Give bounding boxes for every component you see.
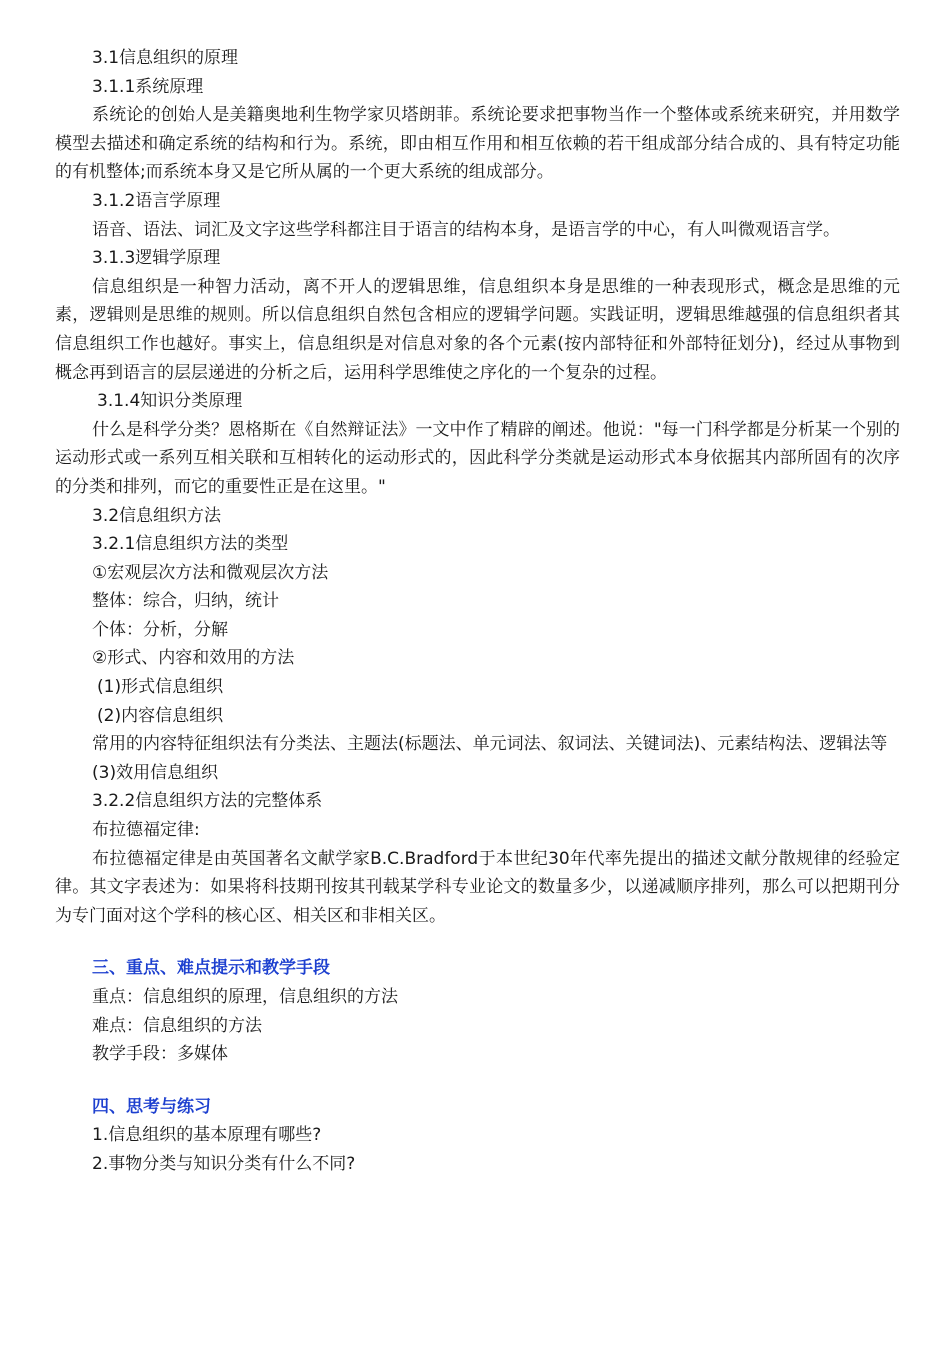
spacer bbox=[55, 1069, 900, 1093]
section-3-1-1-title: 3.1.1系统原理 bbox=[92, 76, 204, 97]
list-item-content-organization: (2)内容信息组织 bbox=[97, 705, 224, 726]
section-3-1-4-title: 3.1.4知识分类原理 bbox=[97, 391, 243, 412]
section-3-2-1-title: 3.2.1信息组织方法的类型 bbox=[92, 534, 289, 555]
section-3-1-title: 3.1信息组织的原理 bbox=[92, 48, 239, 68]
question-2: 2.事物分类与知识分类有什么不同? bbox=[92, 1153, 356, 1174]
teaching-means: 教学手段：多媒体 bbox=[92, 1044, 228, 1065]
section-3-1-4-paragraph: 什么是科学分类？恩格斯在《自然辩证法》一文中作了精辟的阐述。他说："每一门科学都是分析某一个别的运动形式或一系列互相关联和互相转化的运动形式的，因此科学分类就是运动形式本身依据其内部所固有的次序的分类和排列，而它的重要性正是在这里。" bbox=[55, 419, 900, 497]
list-item-macro-micro: ①宏观层次方法和微观层次方法 bbox=[92, 562, 329, 583]
section-3-2-2-title: 3.2.2信息组织方法的完整体系 bbox=[92, 791, 323, 812]
list-item-utility-organization: (3)效用信息组织 bbox=[92, 762, 219, 783]
list-item-form-content-utility: ②形式、内容和效用的方法 bbox=[92, 648, 295, 669]
key-points: 重点：信息组织的原理，信息组织的方法 bbox=[92, 987, 398, 1007]
list-item-individual: 个体：分析，分解 bbox=[92, 619, 228, 640]
question-1: 1.信息组织的基本原理有哪些? bbox=[92, 1125, 322, 1146]
bradford-paragraph: 布拉德福定律是由英国著名文献学家B.C.Bradford于本世纪30年代率先提出的描述文献分散规律的经验定律。其文字表述为：如果将科技期刊按其刊载某学科专业论文的数量多少，以递减顺序排列，那么可以把期刊分为专门面对这个学科的核心区、相关区和非相关区。 bbox=[55, 848, 900, 926]
list-item-whole: 整体：综合，归纳，统计 bbox=[92, 591, 279, 612]
section-3-1-1-paragraph: 系统论的创始人是美籍奥地利生物学家贝塔朗菲。系统论要求把事物当作一个整体或系统来研究，并用数学模型去描述和确定系统的结构和行为。系统，即由相互作用和相互依赖的若干组成部分结合成的、具有特定功能的有机整体;而系统本身又是它所从属的一个更大系统的组成部分。 bbox=[55, 105, 900, 183]
section-four-heading: 四、思考与练习 bbox=[92, 1096, 211, 1117]
section-3-1-3-paragraph: 信息组织是一种智力活动，离不开人的逻辑思维，信息组织本身是思维的一种表现形式，概念是思维的元素，逻辑则是思维的规则。所以信息组织自然包含相应的逻辑学问题。实践证明，逻辑思维越强的信息组织者其信息组织工作也越好。事实上，信息组织是对信息对象的各个元素(按内部特征和外部特征划分)，经过从事物到概念再到语言的层层递进的分析之后，运用科学思维使之序化的一个复杂的过程。 bbox=[55, 276, 900, 383]
spacer bbox=[55, 930, 900, 954]
content-methods-paragraph: 常用的内容特征组织法有分类法、主题法(标题法、单元词法、叙词法、关键词法)、元素结构法、逻辑法等 bbox=[92, 734, 888, 755]
difficult-points: 难点：信息组织的方法 bbox=[92, 1015, 262, 1036]
section-3-2-title: 3.2信息组织方法 bbox=[92, 505, 222, 526]
section-3-1-3-title: 3.1.3逻辑学原理 bbox=[92, 248, 221, 269]
section-three-heading: 三、重点、难点提示和教学手段 bbox=[92, 958, 330, 979]
section-3-1-2-paragraph: 语音、语法、词汇及文字这些学科都注目于语言的结构本身，是语言学的中心，有人叫微观语言学。 bbox=[92, 219, 840, 240]
bradford-label: 布拉德福定律: bbox=[92, 820, 200, 841]
document-page bbox=[55, 44, 900, 1179]
section-3-1-2-title: 3.1.2语言学原理 bbox=[92, 190, 221, 211]
list-item-form-organization: (1)形式信息组织 bbox=[97, 677, 224, 698]
